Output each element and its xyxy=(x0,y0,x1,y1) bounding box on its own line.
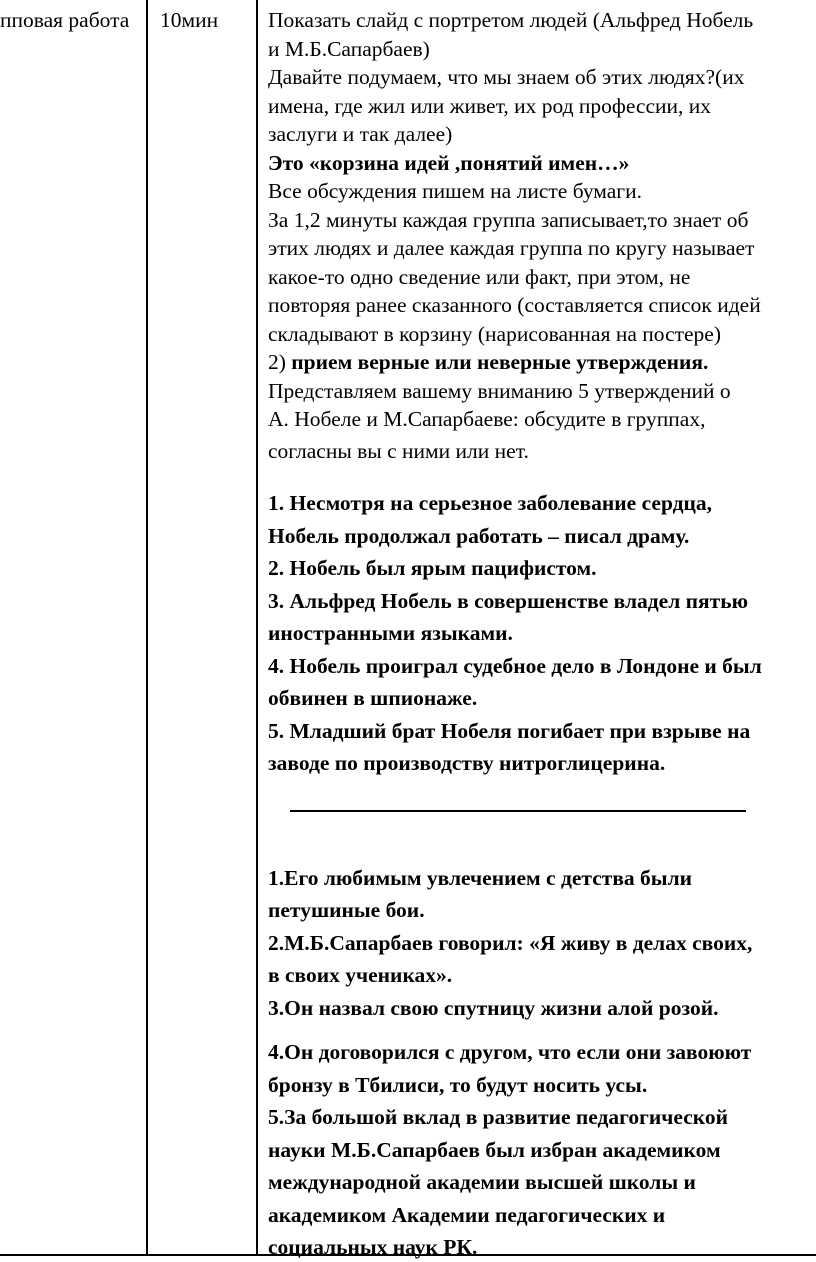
statement-line: Нобель продолжал работать – писал драму. xyxy=(268,523,690,548)
method-intro-line: Представляем вашему вниманию 5 утверждений о xyxy=(268,378,731,403)
statement-line: бронзу в Тбилиси, то будут носить усы. xyxy=(268,1072,648,1097)
statement-line: 4.Он договорился с другом, что если они завоюют xyxy=(268,1040,752,1064)
instruction-line: За 1,2 минуты каждая группа записывает,то знает об xyxy=(268,207,749,232)
statement-line: 2.М.Б.Сапарбаев говорил: «Я живу в делах своих, xyxy=(268,930,753,955)
statement-line: заводе по производству нитроглицерина. xyxy=(268,751,666,775)
statement-line: иностранными языками. xyxy=(268,621,513,645)
intro-line: Давайте подумаем, что мы знаем об этих людях?(их xyxy=(268,65,745,89)
statement-line: 1. Несмотря на серьезное заболевание сердца, xyxy=(268,491,713,515)
statement-line: 1.Его любимым увлечением с детства были xyxy=(268,865,693,890)
statement-line: международной академии высшей школы и xyxy=(268,1170,696,1194)
method-heading xyxy=(268,348,816,377)
duration: 10мин xyxy=(160,8,219,32)
basket-title: Это «корзина идей ,понятий имен…» xyxy=(268,150,630,175)
intro-line: имена, где жил или живет, их род профессии, их xyxy=(268,93,712,118)
description-cell xyxy=(268,6,816,1262)
column-divider-2 xyxy=(256,0,258,1255)
nobel-statements xyxy=(268,487,816,780)
instruction-line: какое-то одно сведение или факт, при этом, не xyxy=(268,264,691,289)
intro-line: Показать слайд с портретом людей (Альфред Нобель xyxy=(268,8,754,32)
statement-line: 4. Нобель проиграл судебное дело в Лондоне и был xyxy=(268,653,762,678)
statement-line: в своих учениках». xyxy=(268,963,453,987)
statement-line: 3. Альфред Нобель в совершенстве владел пятью xyxy=(268,588,749,613)
statement-line: петушиные бои. xyxy=(268,898,425,922)
instruction-line: повторяя ранее сказанного (составляется список идей xyxy=(268,293,761,317)
statement-line: обвинен в шпионаже. xyxy=(268,686,478,710)
saparbaev-statements xyxy=(268,862,816,1262)
statement-line: академиком Академии педагогических и xyxy=(268,1202,666,1227)
intro-line: и М.Б.Сапарбаев) xyxy=(268,36,430,61)
statement-line: 5.За большой вклад в развитие педагогической xyxy=(268,1105,729,1129)
instruction-line: этих людях и далее каждая группа по кругу называет xyxy=(268,236,755,260)
intro-line: заслуги и так далее) xyxy=(268,122,453,146)
statement-line: 2. Нобель был ярым пацифистом. xyxy=(268,556,597,580)
instruction-line: складывают в корзину (нарисованная на постере) xyxy=(268,321,722,346)
method-number: 2) xyxy=(268,350,286,374)
statement-line: социальных наук РК. xyxy=(268,1235,478,1259)
duration-cell xyxy=(160,6,218,35)
method-intro-line: согласны вы с ними или нет. xyxy=(268,438,529,463)
statement-line: науки М.Б.Сапарбаев был избран академиком xyxy=(268,1137,721,1162)
method-title: прием верные или неверные утверждения. xyxy=(291,350,709,374)
activity-type-cell xyxy=(0,6,140,35)
statement-line: 3.Он назвал свою спутницу жизни алой розой. xyxy=(268,995,719,1020)
section-divider xyxy=(290,810,746,812)
statement-line: 5. Младший брат Нобеля погибает при взрыве на xyxy=(268,718,751,743)
method-intro-line: А. Нобеле и М.Сапарбаеве: обсудите в группах, xyxy=(268,407,706,431)
activity-type: пповая работа xyxy=(0,8,130,32)
column-divider-1 xyxy=(146,0,148,1255)
instruction-line: Все обсуждения пишем на листе бумаги. xyxy=(268,179,642,203)
